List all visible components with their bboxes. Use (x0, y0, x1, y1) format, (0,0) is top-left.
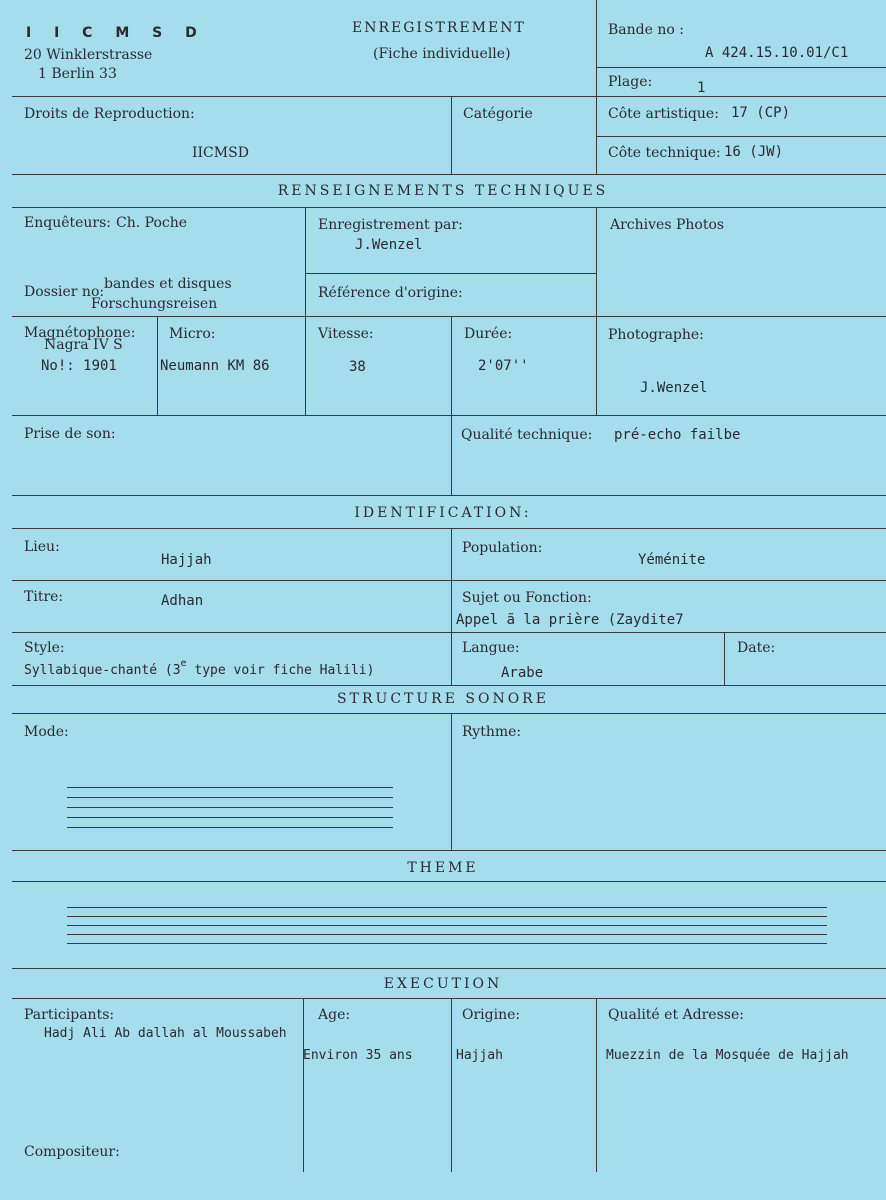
address-line-1: 20 Winklerstrasse (24, 47, 153, 63)
rule (12, 96, 886, 97)
micro-value: Neumann KM 86 (160, 358, 270, 374)
enregistrement-par-label: Enregistrement par: (318, 217, 463, 233)
cote-artistique-label: Côte artistique: (608, 106, 719, 122)
style-value: Syllabique-chanté (3e type voir fiche Halili) (24, 658, 375, 678)
rule (12, 685, 886, 686)
origine-label: Origine: (462, 1007, 521, 1023)
rule (12, 528, 886, 529)
rule (451, 528, 452, 685)
magnetophone-value-1: Nagra IV S (44, 337, 123, 353)
magnetophone-value-2: No!: 1901 (41, 358, 117, 374)
sujet-label: Sujet ou Fonction: (462, 590, 592, 606)
mode-label: Mode: (24, 724, 69, 740)
age-value: Environ 35 ans (303, 1048, 413, 1063)
bande-label: Bande no : (608, 22, 684, 38)
enqueteurs-label: Enquêteurs: (24, 215, 112, 231)
rule (12, 713, 886, 714)
rythme-label: Rythme: (462, 724, 522, 740)
categorie-label: Catégorie (463, 106, 533, 122)
rule (157, 316, 158, 415)
participants-label: Participants: (24, 1007, 115, 1023)
langue-value: Arabe (501, 665, 544, 681)
rule (12, 881, 886, 882)
address-line-2: 1 Berlin 33 (38, 66, 117, 82)
participants-value: Hadj Ali Ab dallah al Moussabeh (44, 1026, 287, 1041)
rule (305, 207, 306, 415)
rule (596, 998, 597, 1172)
section-title-execution: EXECUTION (383, 976, 503, 992)
cote-technique-value: 16 (JW) (724, 144, 784, 160)
titre-value: Adhan (161, 593, 204, 609)
plage-label: Plage: (608, 74, 653, 90)
vitesse-label: Vitesse: (318, 326, 374, 342)
rule (303, 998, 304, 1172)
titre-label: Titre: (24, 589, 64, 605)
section-title-theme: THEME (407, 860, 479, 876)
lieu-label: Lieu: (24, 539, 60, 555)
photographe-value: J.Wenzel (640, 380, 708, 396)
rule (724, 632, 725, 685)
bande-value: A 424.15.10.01/C1 (705, 45, 849, 61)
rule (12, 174, 886, 175)
rule (596, 207, 597, 415)
origine-value: Hajjah (456, 1048, 503, 1063)
rule (451, 713, 452, 850)
rule (596, 67, 886, 68)
population-value: Yéménite (638, 552, 706, 568)
rule (12, 850, 886, 851)
rule (12, 207, 886, 208)
section-title-identification: IDENTIFICATION: (354, 505, 532, 521)
dossier-value-1: bandes et disques (104, 276, 232, 292)
qualite-adresse-value: Muezzin de la Mosquée de Hajjah (606, 1048, 849, 1063)
droits-value: IICMSD (192, 145, 249, 161)
population-label: Population: (462, 540, 543, 556)
rule (12, 968, 886, 969)
rule (596, 0, 597, 96)
duree-value: 2'07'' (478, 358, 529, 374)
magnetophone-label: Magnétophone: (24, 325, 136, 341)
rule (596, 96, 597, 174)
card-title: ENREGISTREMENT (352, 20, 526, 36)
plage-value: 1 (697, 80, 706, 96)
org-logo-text: I I C M S D (26, 25, 206, 41)
section-title-structure: STRUCTURE SONORE (337, 691, 549, 707)
enqueteurs-value: Ch. Poche (116, 215, 188, 231)
rule (451, 96, 452, 174)
card-subtitle: (Fiche individuelle) (373, 46, 511, 62)
style-label: Style: (24, 640, 65, 656)
rule (305, 273, 596, 274)
micro-label: Micro: (169, 326, 216, 342)
photographe-label: Photographe: (608, 327, 704, 343)
rule (12, 998, 886, 999)
rule (12, 495, 886, 496)
rule (451, 998, 452, 1172)
rule (451, 316, 452, 415)
cote-artistique-value: 17 (CP) (731, 105, 791, 121)
dossier-value-2: Forschungsreisen (91, 296, 218, 312)
age-label: Age: (318, 1007, 351, 1023)
section-title-technical: RENSEIGNEMENTS TECHNIQUES (277, 183, 609, 199)
prise-label: Prise de son: (24, 426, 116, 442)
vitesse-value: 38 (349, 359, 366, 375)
qualite-adresse-label: Qualité et Adresse: (608, 1007, 744, 1023)
dossier-label: Dossier no: (24, 284, 105, 300)
date-label: Date: (737, 640, 776, 656)
archives-photos-label: Archives Photos (610, 217, 725, 233)
reference-label: Référence d'origine: (318, 285, 463, 301)
rule (596, 136, 886, 137)
compositeur-label: Compositeur: (24, 1144, 120, 1160)
sujet-value: Appel ã la prière (Zaydite7 (456, 612, 684, 628)
lieu-value: Hajjah (161, 552, 212, 568)
rule (451, 415, 452, 495)
rule (12, 632, 886, 633)
rule (12, 580, 886, 581)
cote-technique-label: Côte technique: (608, 145, 721, 161)
rule (12, 415, 886, 416)
enregistrement-par-value: J.Wenzel (355, 237, 423, 253)
rule (12, 316, 886, 317)
droits-label: Droits de Reproduction: (24, 106, 195, 122)
langue-label: Langue: (462, 640, 520, 656)
duree-label: Durée: (464, 326, 513, 342)
qualite-technique-label: Qualité technique: (461, 427, 593, 443)
qualite-technique-value: pré-echo failbe (614, 427, 741, 443)
